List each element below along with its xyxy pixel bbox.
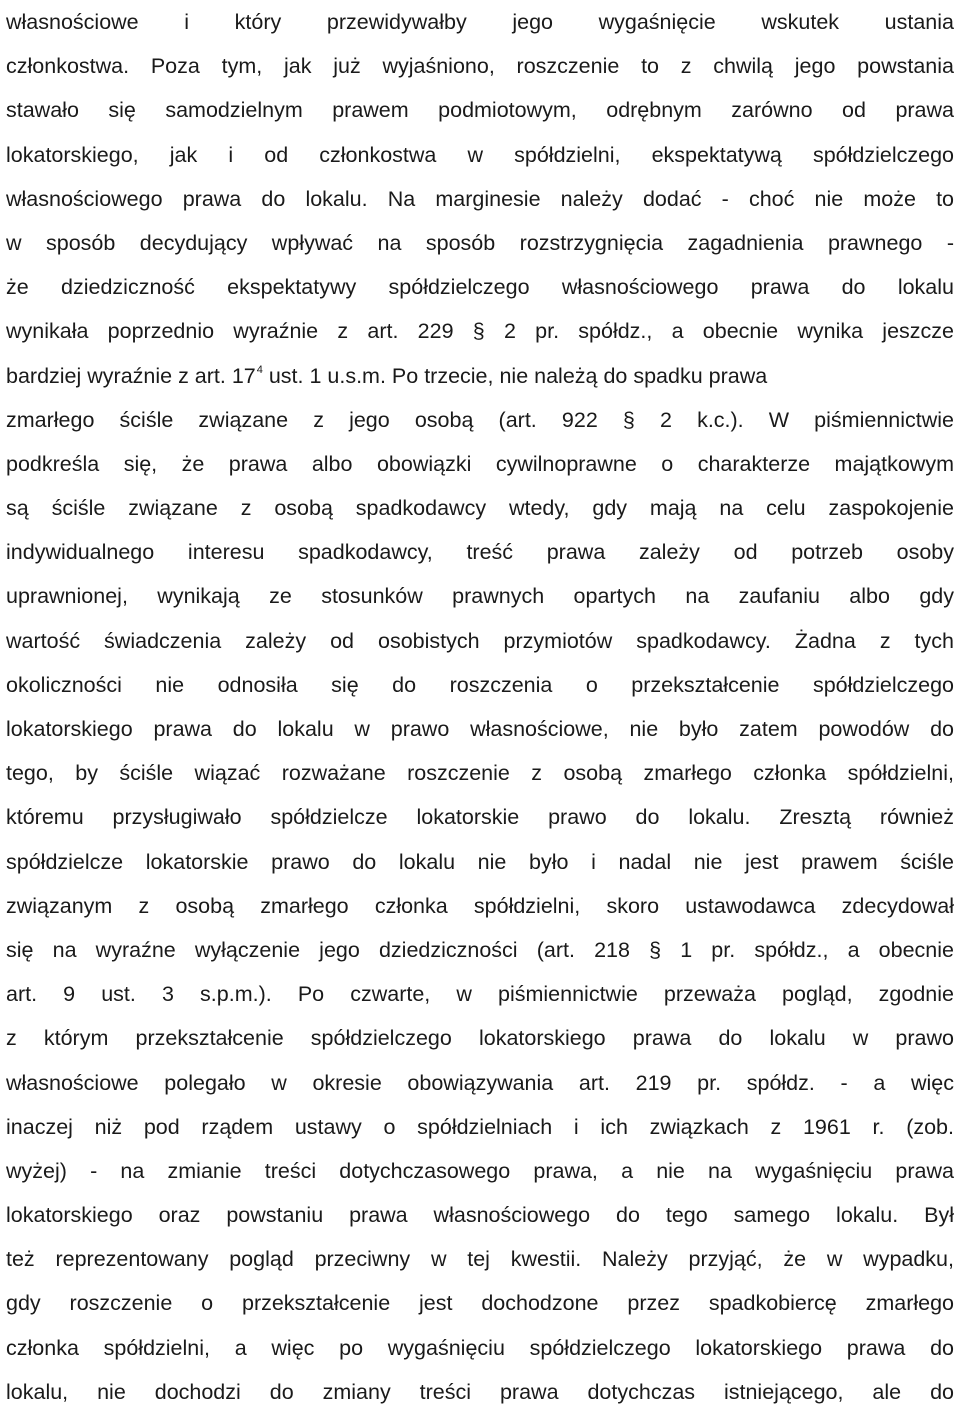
text-line: członkostwa. Poza tym, jak już wyjaśniono, roszczenie to z chwilą jego powstania <box>6 54 954 79</box>
text-line: członka spółdzielni, a więc po wygaśnięciu spółdzielczego lokatorskiego prawa do <box>6 1335 954 1360</box>
text-line: własnościowe polegało w okresie obowiązywania art. 219 pr. spółdz. - a więc <box>6 1070 954 1095</box>
text-line: w sposób decydujący wpływać na sposób rozstrzygnięcia zagadnienia prawnego - <box>6 230 954 255</box>
text-line: indywidualnego interesu spadkodawcy, treść prawa zależy od potrzeb osoby <box>6 540 954 565</box>
text-line: też reprezentowany pogląd przeciwny w tej kwestii. Należy przyjąć, że w wypadku, <box>6 1247 954 1272</box>
text-line: lokatorskiego, jak i od członkostwa w spółdzielni, ekspektatywą spółdzielczego <box>6 142 954 167</box>
text-line: któremu przysługiwało spółdzielcze lokatorskie prawo do lokalu. Zresztą również <box>6 805 954 830</box>
text-line: tego, by ściśle wiązać rozważane roszczenie z osobą zmarłego członka spółdzielni, <box>6 761 954 786</box>
text-line: lokalu, nie dochodzi do zmiany treści prawa dotychczas istniejącego, ale do <box>6 1379 954 1404</box>
text-line: okoliczności nie odnosiła się do roszczenia o przekształcenie spółdzielczego <box>6 672 954 697</box>
text-line: inaczej niż pod rządem ustawy o spółdzielniach i ich związkach z 1961 r. (zob. <box>6 1114 954 1139</box>
text-line: spółdzielcze lokatorskie prawo do lokalu nie było i nadal nie jest prawem ściśle <box>6 849 954 874</box>
text-line: zmarłego ściśle związane z jego osobą (art. 922 § 2 k.c.). W piśmiennictwie <box>6 407 954 432</box>
text-line: związanym z osobą zmarłego członka spółdzielni, skoro ustawodawca zdecydował <box>6 893 954 918</box>
text-segment: ust. 1 u.s.m. Po trzecie, nie należą do spadku prawa <box>262 363 768 388</box>
superscript: 4 <box>256 363 263 376</box>
text-line: wartość świadczenia zależy od osobistych przymiotów spadkodawcy. Żadna z tych <box>6 628 954 653</box>
text-line: art. 9 ust. 3 s.p.m.). Po czwarte, w piśmiennictwie przeważa pogląd, zgodnie <box>6 982 954 1007</box>
text-line: uprawnionej, wynikają ze stosunków prawnych opartych na zaufaniu albo gdy <box>6 584 954 609</box>
text-line: gdy roszczenie o przekształcenie jest dochodzone przez spadkobiercę zmarłego <box>6 1291 954 1316</box>
text-line: z którym przekształcenie spółdzielczego lokatorskiego prawa do lokalu w prawo <box>6 1026 954 1051</box>
text-line: stawało się samodzielnym prawem podmiotowym, odrębnym zarówno od prawa <box>6 98 954 123</box>
text-line: lokatorskiego oraz powstaniu prawa własnościowego do tego samego lokalu. Był <box>6 1203 954 1228</box>
text-line: własnościowego prawa do lokalu. Na marginesie należy dodać - choć nie może to <box>6 186 954 211</box>
document-page <box>6 0 954 1414</box>
text-line: podkreśla się, że prawa albo obowiązki cywilnoprawne o charakterze majątkowym <box>6 451 954 476</box>
text-line: się na wyraźne wyłączenie jego dziedziczności (art. 218 § 1 pr. spółdz., a obecnie <box>6 937 954 962</box>
text-line: wyżej) - na zmianie treści dotychczasowego prawa, a nie na wygaśnięciu prawa <box>6 1158 954 1183</box>
text-line: lokatorskiego prawa do lokalu w prawo własnościowe, nie było zatem powodów do <box>6 717 954 741</box>
text-line: własnościowe i który przewidywałby jego wygaśnięcie wskutek ustania <box>6 10 954 34</box>
text-line: są ściśle związane z osobą spadkodawcy wtedy, gdy mają na celu zaspokojenie <box>6 496 954 521</box>
text-line: że dziedziczność ekspektatywy spółdzielczego własnościowego prawa do lokalu <box>6 275 954 300</box>
text-line-with-superscript <box>6 354 954 398</box>
text-line: wynikała poprzednio wyraźnie z art. 229 § 2 pr. spółdz., a obecnie wynika jeszcze <box>6 319 954 344</box>
text-segment: bardziej wyraźnie z art. 17 <box>6 363 256 388</box>
